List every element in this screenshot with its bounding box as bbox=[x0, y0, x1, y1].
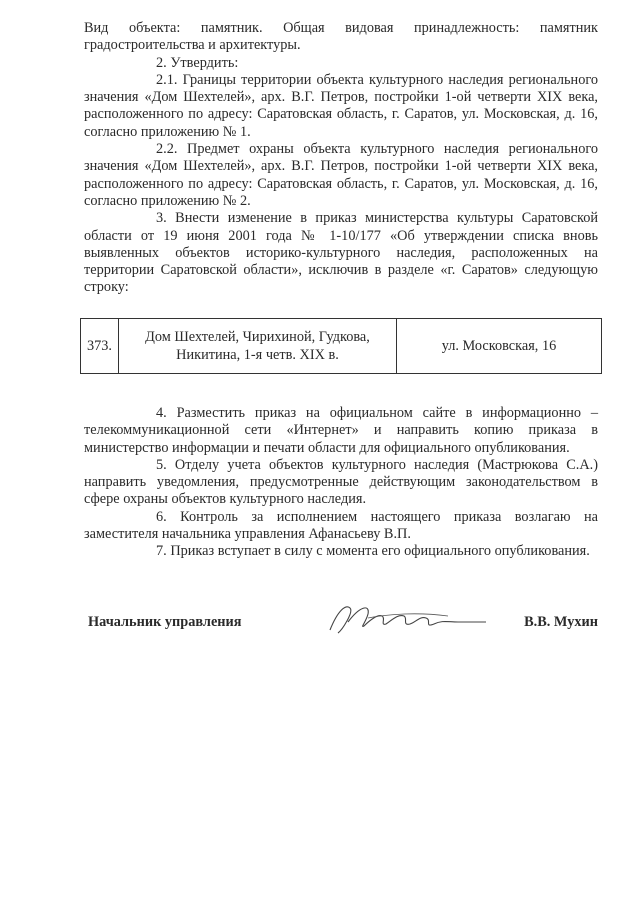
item-2 bbox=[84, 55, 598, 72]
signature-block bbox=[88, 606, 598, 640]
document-body-bottom bbox=[84, 405, 598, 561]
item-number: 2. bbox=[156, 54, 167, 71]
item-text: Внести изменение в приказ министерства культуры Саратовской области от 19 июня 2001 года № 1-10/177 «Об утверждении списка вновь выявленных объектов историко-культурного наследия, расположенных на территории Саратовской области», исключив в разделе «г. Саратов» следующую строку: bbox=[84, 210, 598, 296]
item-6 bbox=[84, 509, 598, 544]
document-body-top bbox=[84, 20, 598, 297]
table-cell-number: 373. bbox=[81, 319, 119, 373]
item-text: Контроль за исполнением настоящего приказа возлагаю на заместителя начальника управления Афанасьеву В.П. bbox=[84, 508, 598, 543]
item-text: Отделу учета объектов культурного наследия (Мастрюкова С.А.) направить уведомления, предусмотренные действующим законодательством в сфере охраны объектов культурного наследия. bbox=[84, 456, 598, 508]
handwritten-signature bbox=[308, 600, 488, 640]
item-number: 2.2. bbox=[156, 141, 178, 158]
object-type-paragraph: Вид объекта: памятник. Общая видовая принадлежность: памятник градостроительства и архитектуры. bbox=[84, 20, 598, 54]
item-number: 5. bbox=[156, 456, 167, 473]
item-2-1 bbox=[84, 72, 598, 141]
table-cell-name: Дом Шехтелей, Чирихиной, Гудкова, Никитина, 1-я четв. XIX в. bbox=[119, 319, 397, 373]
item-3 bbox=[84, 210, 598, 296]
item-number: 7. bbox=[156, 543, 167, 560]
item-number: 3. bbox=[156, 210, 167, 227]
item-text: Разместить приказ на официальном сайте в информационно – телекоммуникационной сети «Интернет» и направить копию приказа в министерство информации и печати области для официального опубликования. bbox=[84, 405, 598, 456]
item-number: 2.1. bbox=[156, 71, 178, 88]
item-number: 4. bbox=[156, 405, 167, 421]
item-4 bbox=[84, 405, 598, 457]
item-7 bbox=[84, 543, 598, 560]
item-text: Приказ вступает в силу с момента его официального опубликования. bbox=[170, 543, 590, 560]
item-number: 6. bbox=[156, 508, 167, 525]
table-cell-address: ул. Московская, 16 bbox=[441, 338, 557, 354]
item-text: Границы территории объекта культурного наследия регионального значения «Дом Шехтелей», арх. В.Г. Петров, постройки 1-ой четверти XIX века, расположенного по адресу: Саратовская область, г. Саратов, ул. Московская, д. 16, согласно приложению № 1. bbox=[84, 71, 599, 140]
item-text: Предмет охраны объекта культурного наследия регионального значения «Дом Шехтелей», арх. В.Г. Петров, постройки 1-ой четверти XIX века, расположенного по адресу: Саратовская область, г. Саратов, ул. Московская, д. 16, согласно приложению № 2. bbox=[84, 141, 598, 209]
signatory-name: В.В. Мухин bbox=[524, 614, 598, 630]
signatory-title: Начальник управления bbox=[88, 614, 242, 630]
item-5 bbox=[84, 457, 598, 509]
excluded-row-table bbox=[80, 318, 602, 374]
item-2-2 bbox=[84, 141, 598, 210]
item-text: Утвердить: bbox=[170, 54, 239, 71]
